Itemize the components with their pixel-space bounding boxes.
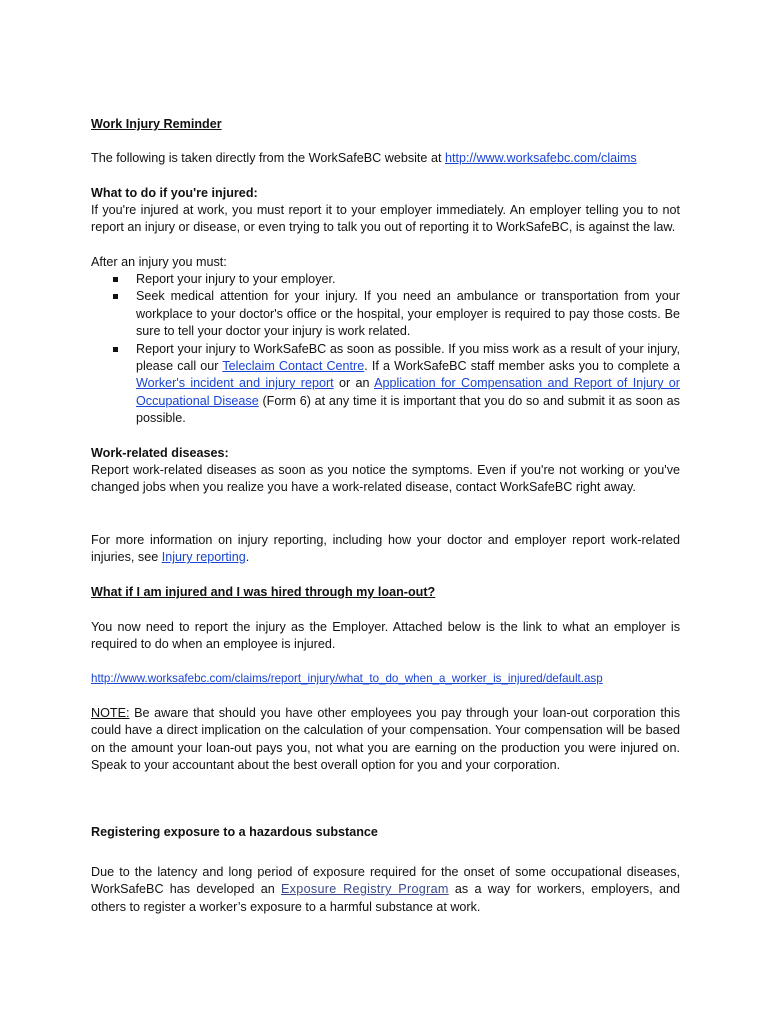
exposure-paragraph xyxy=(91,864,680,916)
employer-url-paragraph xyxy=(91,670,680,687)
bullet-text: Seek medical attention for your injury. If you need an ambulance or transportation from your workplace to your doctor's office or the hospital, your employer is required to pay those costs. Be sure to tell your doctor your injury is work related. xyxy=(136,289,680,339)
exposure-registry-link[interactable]: Exposure Registry Program xyxy=(280,882,449,897)
worker-report-link[interactable]: Worker's incident and injury report xyxy=(136,376,334,391)
diseases-paragraph: Report work-related diseases as soon as you notice the symptoms. Even if you're not working or you've changed jobs when you realize you have a work-related disease, contact WorkSafeBC right away. xyxy=(91,463,680,495)
exposure-text: Due to the latency and long period of exposure required for the onset of some occupational diseases, WorkSafeBC has developed an xyxy=(91,865,680,897)
intro-paragraph xyxy=(91,150,680,167)
injured-paragraph: If you're injured at work, you must report it to your employer immediately. An employer telling you to not report an injury or disease, or even trying to talk you out of reporting it to WorkSafeBC, is against the law. xyxy=(91,203,680,235)
employer-guide-link[interactable]: http://www.worksafebc.com/claims/report_injury/what_to_do_when_a_worker_is_injured/default.asp xyxy=(91,672,603,685)
note-label: NOTE: xyxy=(91,706,130,720)
injury-reporting-link[interactable]: Injury reporting xyxy=(161,550,246,565)
injured-heading: What to do if you're injured: xyxy=(91,186,258,200)
more-info-text: For more information on injury reporting, including how your doctor and employer report work-related injuries, see xyxy=(91,533,680,565)
form6-link[interactable]: Application for Compensation and Report of Injury or Occupational Disease xyxy=(136,376,680,408)
list-item xyxy=(91,288,680,340)
square-bullet-icon xyxy=(113,347,118,352)
note-paragraph xyxy=(91,705,680,775)
after-injury-list xyxy=(91,271,680,428)
exposure-text-end: as a way for workers, employers, and others to register a worker’s exposure to a harmful substance at work. xyxy=(91,882,680,914)
square-bullet-icon xyxy=(113,277,118,282)
note-text: Be aware that should you have other employees you pay through your loan-out corporation this could have a direct implication on the calculation of your compensation. Your compensation will be based on the amount your loan-out pays you, not what you are earning on the production you were injured on. Speak to your accountant about the best overall option for you and your corporation. xyxy=(91,706,680,773)
bullet-text: or an xyxy=(333,376,375,391)
claims-link[interactable]: http://www.worksafebc.com/claims xyxy=(444,151,637,165)
bullet-text: Report your injury to your employer. xyxy=(136,272,336,286)
list-item xyxy=(91,271,680,288)
square-bullet-icon xyxy=(113,294,118,299)
more-info-text-end: . xyxy=(245,550,250,565)
bullet-text: Report your injury to WorkSafeBC as soon as possible. If you miss work as a result of your injury, please call our xyxy=(136,341,680,374)
after-injury-label: After an injury you must: xyxy=(91,255,227,269)
teleclaim-link[interactable]: Teleclaim Contact Centre xyxy=(222,359,365,374)
list-item xyxy=(91,341,680,428)
intro-text: The following is taken directly from the WorkSafeBC website at xyxy=(91,151,445,165)
bullet-text: . If a WorkSafeBC staff member asks you to complete a xyxy=(364,359,680,374)
bullet-text: (Form 6) at any time it is important that you do so and submit it as soon as possible. xyxy=(136,393,680,426)
page-title: Work Injury Reminder xyxy=(91,117,222,131)
loanout-heading: What if I am injured and I was hired through my loan-out? xyxy=(91,585,436,599)
exposure-heading: Registering exposure to a hazardous substance xyxy=(91,825,378,839)
diseases-heading: Work-related diseases: xyxy=(91,446,229,460)
loanout-paragraph: You now need to report the injury as the Employer. Attached below is the link to what an employer is required to do when an employee is injured. xyxy=(91,620,680,652)
more-info-paragraph xyxy=(91,532,680,567)
